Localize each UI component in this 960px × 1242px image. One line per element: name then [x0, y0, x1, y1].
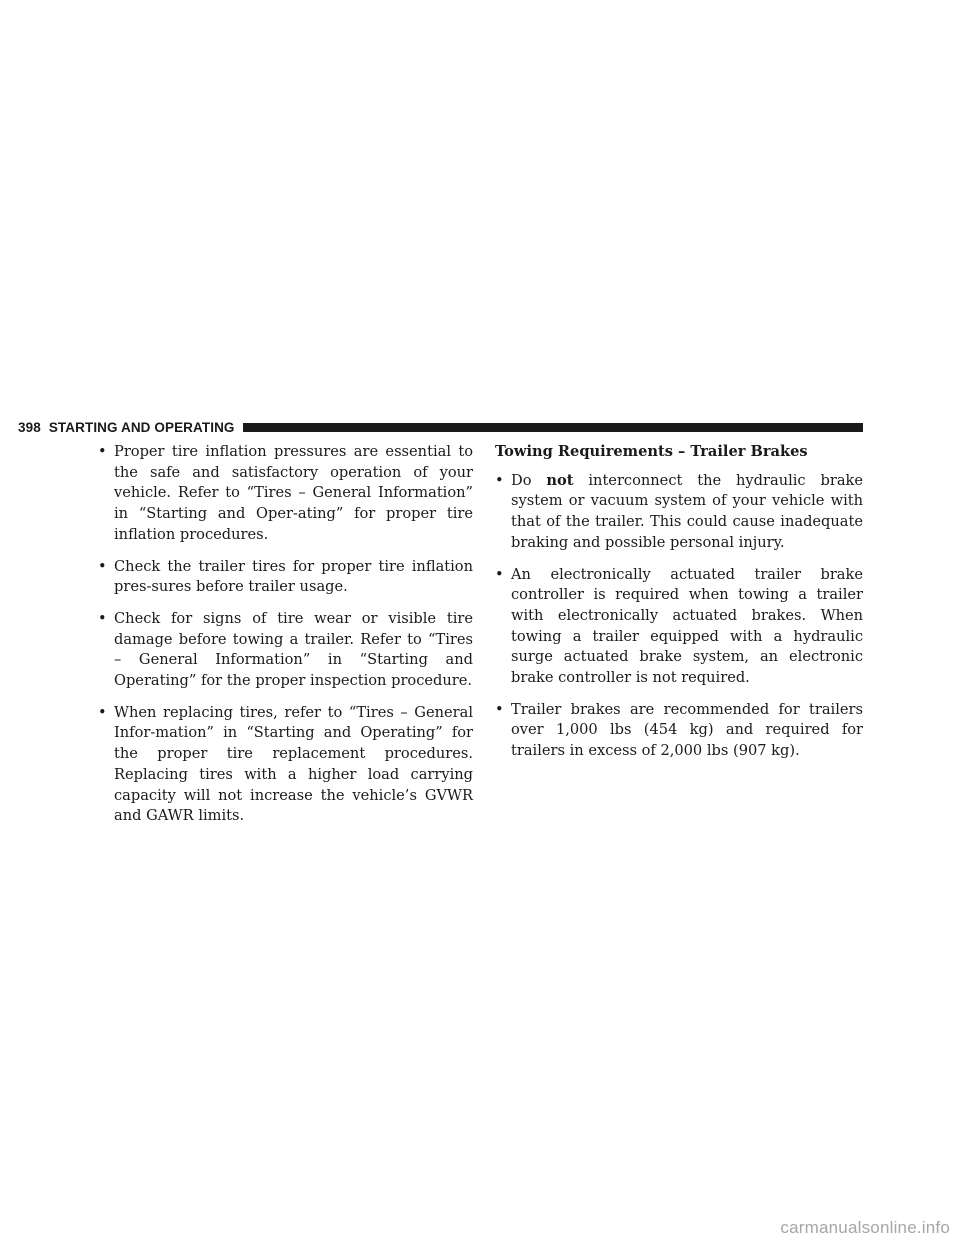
bullet-glyph: • — [98, 443, 107, 460]
page-number: 398 — [18, 419, 41, 435]
list-item — [495, 471, 863, 554]
page-header — [18, 419, 863, 435]
list-item — [98, 442, 473, 546]
list-item-text: Check the trailer tires for proper tire inflation pres-sures before trailer usage. — [114, 557, 473, 596]
list-item-text: When replacing tires, refer to “Tires – General Infor-mation” in “Starting and Operating” for the proper tire replacement procedures. Replacing tires with a higher load carrying capacity will not increase the vehicle’s GVWR and GAWR limits. — [114, 703, 473, 825]
list-item — [98, 609, 473, 692]
tire-checklist — [98, 442, 473, 827]
list-item-text: Trailer brakes are recommended for trailers over 1,000 lbs (454 kg) and required for trailers in excess of 2,000 lbs (907 kg). — [511, 700, 863, 760]
section-heading: Towing Requirements – Trailer Brakes — [495, 443, 808, 460]
list-item-text: Check for signs of tire wear or visible tire damage before towing a trailer. Refer to “Tires – General Information” in “Starting and Operating” for the proper inspection procedure. — [114, 609, 473, 690]
trailer-brake-list — [495, 471, 863, 762]
bullet-glyph: • — [495, 565, 504, 583]
list-item — [495, 700, 863, 762]
bullet-glyph: • — [495, 471, 504, 489]
list-item — [98, 557, 473, 598]
bullet-glyph: • — [495, 700, 504, 718]
bullet-glyph: • — [98, 557, 107, 575]
section-title: STARTING AND OPERATING — [48, 419, 235, 435]
watermark-text: carmanualsonline.info — [780, 1218, 950, 1237]
list-item-prefix: Do — [511, 471, 547, 489]
emphasis-text: not — [546, 471, 574, 489]
list-item-text: interconnect the hydraulic brake system or vacuum system of your vehicle with that of the trailer. This could cause inadequate braking and possible personal injury. — [511, 471, 863, 551]
right-column — [495, 442, 863, 773]
list-item — [98, 703, 473, 827]
list-item-text: Proper tire inflation pressures are essential to the safe and satisfactory operation of your vehicle. Refer to “Tires – General Information” in “Starting and Oper-ating” for proper tire inflation procedures. — [114, 443, 473, 543]
list-item — [495, 565, 863, 689]
header-rule — [243, 423, 863, 432]
left-column — [98, 442, 473, 838]
bullet-glyph: • — [98, 703, 107, 721]
bullet-glyph: • — [98, 609, 107, 627]
list-item-text: An electronically actuated trailer brake controller is required when towing a trailer with electronically actuated brakes. When towing a trailer equipped with a hydraulic surge actuated brake system, an electronic brake controller is not required. — [511, 565, 863, 687]
